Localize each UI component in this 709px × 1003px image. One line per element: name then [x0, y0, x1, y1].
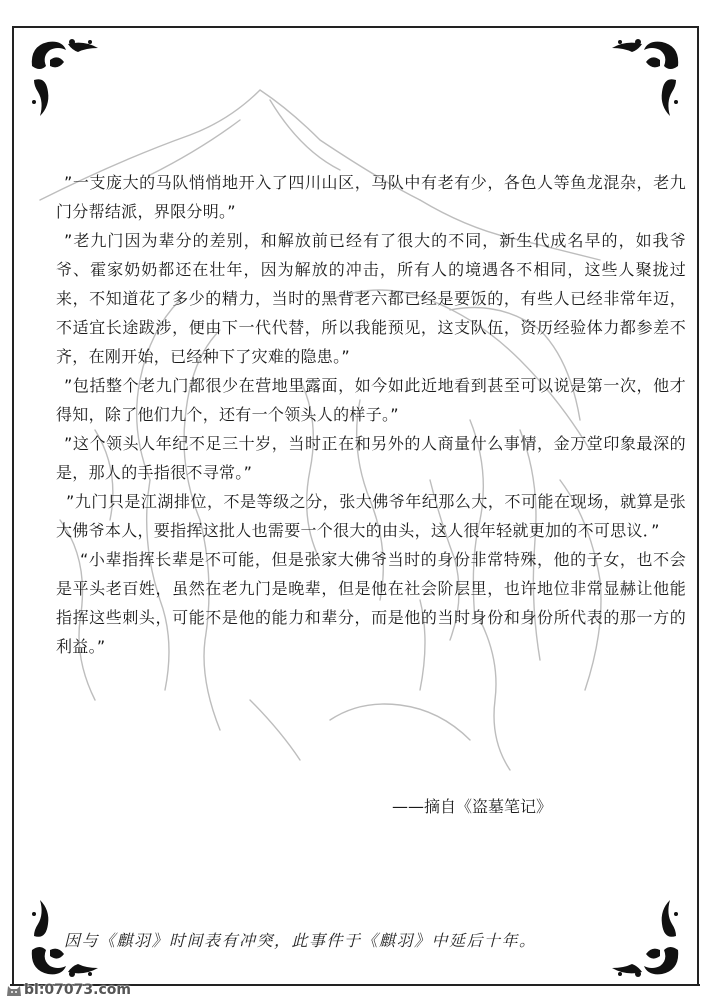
quote-paragraph: ”九门只是江湖排位，不是等级之分，张大佛爷年纪那么大，不可能在现场，就算是张大佛爷本人，要指挥这批人也需要一个很大的由头，这人很年轻就更加的不可思议．” — [56, 492, 686, 540]
corner-ornament-top-right — [592, 36, 682, 126]
quote-list — [56, 168, 686, 661]
quote-paragraph: ”老九门因为辈分的差别，和解放前已经有了很大的不同，新生代成名早的，如我爷爷、霍家奶奶都还在壮年，因为解放的冲击，所有人的境遇各不相同，这些人聚拢过来，不知道花了多少的精力，当时的黑背老六都已经是要饭的，有些人已经非常年迈，不适宜长途跋涉，便由下一代代替，所以我能预见，这支队伍，资历经验体力都参差不齐，在刚开始，已经种下了灾难的隐患。” — [56, 231, 686, 366]
site-watermark — [6, 980, 156, 1000]
quote-paragraph: ”一支庞大的马队悄悄地开入了四川山区，马队中有老有少，各色人等鱼龙混杂，老九门分帮结派，界限分明。” — [56, 173, 686, 221]
cat-icon — [6, 983, 22, 997]
source-attribution: ——摘自《盗墓笔记》 — [392, 797, 553, 816]
watermark-text: bl:07073.com — [24, 982, 131, 998]
quote-paragraph: ”包括整个老九门都很少在营地里露面，如今如此近地看到甚至可以说是第一次，他才得知，除了他们九个，还有一个领头人的样子。” — [56, 376, 686, 424]
corner-ornament-top-left — [28, 36, 118, 126]
quote-paragraph: ”这个领头人年纪不足三十岁，当时正在和另外的人商量什么事情，金万堂印象最深的是，那人的手指很不寻常。” — [56, 434, 686, 482]
quote-paragraph: “小辈指挥长辈是不可能，但是张家大佛爷当时的身份非常特殊，他的子女，也不会是平头老百姓，虽然在老九门是晚辈，但是他在社会阶层里，也许地位非常显赫让他能指挥这些刺头，可能不是他的能力和辈分，而是他的当时身份和身份所代表的那一方的利益。” — [56, 550, 686, 656]
footnote: 因与《麒羽》时间表有冲突，此事件于《麒羽》中延后十年。 — [64, 931, 537, 950]
